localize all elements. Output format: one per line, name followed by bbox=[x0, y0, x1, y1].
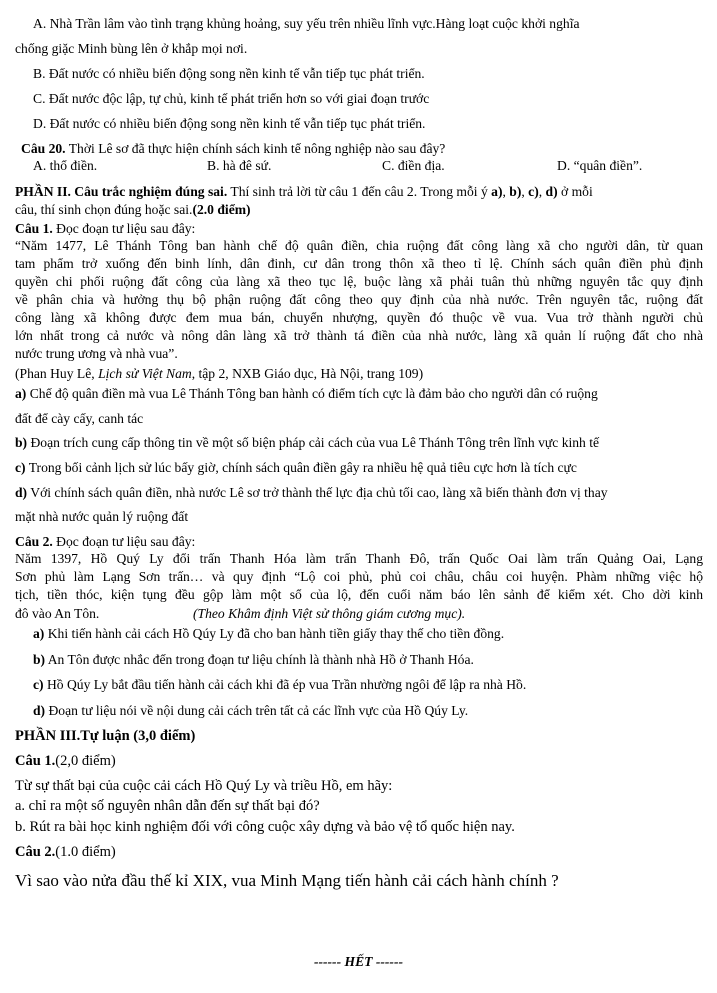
p2-q1-passage-line: tam phẩm trở xuống đến binh lính, dân đinh, cư dân trong thôn xã theo tỉ lệ. Chính sách quân điền phủ định bbox=[15, 256, 703, 271]
p2-q2-item-a bbox=[33, 625, 504, 643]
p2-q2-item-c bbox=[33, 676, 526, 694]
item-text: Với chính sách quân điền, nhà nước Lê sơ trở thành thế lực địa chủ tối cao, làng xã biến thành đơn vị thay bbox=[27, 485, 608, 500]
p2-q1-passage-line: về phân chia và hưởng thụ bộ phận ruộng đất công theo quy định của nhà nước. Trên nguyên tắc, ruộng đất bbox=[15, 292, 703, 307]
p2-q1-item-d-cont: mặt nhà nước quản lý ruộng đất bbox=[15, 509, 189, 524]
item-text: Đoạn trích cung cấp thông tin về một số biện pháp cải cách của vua Lê Thánh Tông trên lĩnh vực kinh tế bbox=[27, 435, 600, 450]
q20-option-a: A. thổ điền. bbox=[33, 158, 98, 173]
part2-heading: PHẦN II. Câu trắc nghiệm đúng sai. bbox=[15, 184, 228, 199]
p3-q2-points: (1.0 điểm) bbox=[55, 844, 116, 860]
p2-q2-passage-line: tịch, tiền thóc, kiện tụng đều gộp làm một sổ của lộ, đến cuối năm báo lên sảnh để kiểm xét. Cho dời kinh bbox=[15, 587, 703, 602]
p2-q2-label: Câu 2. bbox=[15, 534, 53, 549]
p2-q1-source bbox=[15, 365, 423, 383]
p2-q1-passage-line: “Năm 1477, Lê Thánh Tông ban hành chế độ quân điền, chia ruộng đất công làng xã cho người dân, từ quan bbox=[15, 238, 703, 253]
q19-option-c: C. Đất nước độc lập, tự chủ, kinh tế phát triển hơn so với giai đoạn trước bbox=[33, 91, 430, 106]
item-text: An Tôn được nhắc đến trong đoạn tư liệu chính là thành nhà Hồ ở Thanh Hóa. bbox=[45, 652, 474, 667]
part2-instruction-line2: câu, thí sinh chọn đúng hoặc sai. bbox=[15, 202, 193, 217]
p2-q2-prompt: Đọc đoạn tư liệu sau đây: bbox=[52, 534, 196, 549]
part3-heading: PHẦN III.Tự luận (3,0 điểm) bbox=[15, 728, 196, 744]
part2-instruction: Thí sinh trả lời từ câu 1 đến câu 2. Trong mỗi ý bbox=[227, 184, 492, 199]
item-mark: d) bbox=[33, 703, 46, 718]
p3-q2-text: Vì sao vào nửa đầu thế kỉ XIX, vua Minh Mạng tiến hành cải cách hành chính ? bbox=[15, 871, 559, 890]
p2-q2-heading bbox=[15, 533, 195, 551]
item-text: Đoạn tư liệu nói về nội dung cải cách trên tất cả các lĩnh vực của Hồ Qúy Ly. bbox=[45, 703, 469, 718]
q20-text: Thời Lê sơ đã thực hiện chính sách kinh tế nông nghiệp nào sau đây? bbox=[65, 141, 446, 156]
p2-q2-source: (Theo Khâm định Việt sử thông giám cương mục). bbox=[193, 606, 466, 621]
p3-q1-heading bbox=[15, 752, 116, 770]
p2-q1-item-d bbox=[15, 484, 608, 502]
item-mark: b) bbox=[33, 652, 46, 667]
p2-q2-passage-line: Năm 1397, Hồ Quý Ly đổi trấn Thanh Hóa làm trấn Thanh Đô, trấn Quốc Oai làm trấn Quảng Oai, Lạng bbox=[15, 551, 703, 566]
p2-q1-label: Câu 1. bbox=[15, 221, 53, 236]
mark-c: c) bbox=[528, 184, 539, 199]
p2-q2-item-d bbox=[33, 702, 468, 720]
p2-q1-prompt: Đọc đoạn tư liệu sau đây: bbox=[52, 221, 196, 236]
q20-option-d: D. “quân điền”. bbox=[557, 158, 643, 173]
p2-q1-heading bbox=[15, 220, 195, 238]
separator: , bbox=[502, 184, 510, 199]
p2-q2-item-b bbox=[33, 651, 474, 669]
q19-option-d: D. Đất nước có nhiều biến động song nền kinh tế vẫn tiếp tục phát triển. bbox=[33, 116, 426, 131]
part2-header-line2 bbox=[15, 201, 251, 219]
source-prefix: (Phan Huy Lê, bbox=[15, 366, 99, 381]
q19-option-a: A. Nhà Trần lâm vào tình trạng khủng hoảng, suy yếu trên nhiều lĩnh vực.Hàng loạt cuộc khởi nghĩa bbox=[33, 16, 580, 31]
separator: , bbox=[521, 184, 529, 199]
mark-a: a) bbox=[491, 184, 503, 199]
q19-option-a-cont: chống giặc Minh bùng lên ở khắp mọi nơi. bbox=[15, 41, 248, 56]
item-mark: a) bbox=[33, 626, 45, 641]
p3-q2-heading bbox=[15, 843, 116, 861]
item-mark: c) bbox=[33, 677, 44, 692]
p3-q1-b: b. Rút ra bài học kinh nghiệm đối với công cuộc xây dựng và bảo vệ tổ quốc hiện nay. bbox=[15, 819, 515, 835]
p3-q1-points: (2,0 điểm) bbox=[55, 753, 116, 769]
q20-option-b: B. hà đê sứ. bbox=[207, 158, 272, 173]
item-mark: a) bbox=[15, 386, 27, 401]
p2-q2-passage-last: đô vào An Tôn. bbox=[15, 606, 100, 621]
p3-q1-label: Câu 1. bbox=[15, 753, 56, 769]
part2-header bbox=[15, 183, 593, 201]
p2-q1-passage-line: công làng xã không được đem mua bán, chuyển nhượng, quyền đó thuộc về vua. Vua trở thành người chủ bbox=[15, 310, 703, 325]
mark-d: d) bbox=[545, 184, 558, 199]
p2-q2-passage-line: Sơn phủ làm Lạng Sơn trấn… và quy định “Lộ coi phủ, phủ coi châu, châu coi huyện. Phàm những việc hộ bbox=[15, 569, 703, 584]
q20-question bbox=[21, 140, 445, 158]
p3-q2-label: Câu 2. bbox=[15, 844, 56, 860]
q20-option-c: C. điền địa. bbox=[382, 158, 445, 173]
item-mark: d) bbox=[15, 485, 28, 500]
item-mark: b) bbox=[15, 435, 28, 450]
item-text: Chế độ quân điền mà vua Lê Thánh Tông ban hành có điểm tích cực là đảm bảo cho người dân có ruộng bbox=[26, 386, 598, 401]
q20-label: Câu 20. bbox=[21, 141, 66, 156]
p2-q1-passage-line: nước trung ương và nhà vua”. bbox=[15, 346, 178, 361]
source-suffix: , tập 2, NXB Giáo dục, Hà Nội, trang 109) bbox=[191, 366, 424, 381]
p3-q1-a: a. chỉ ra một số nguyên nhân dẫn đến sự thất bại đó? bbox=[15, 798, 320, 814]
item-text: Khi tiến hành cải cách Hồ Qúy Ly đã cho ban hành tiền giấy thay thế cho tiền đồng. bbox=[44, 626, 505, 641]
item-text: Hồ Qúy Ly bắt đầu tiến hành cải cách khi đã ép vua Trần nhường ngôi để lập ra nhà Hồ. bbox=[43, 677, 527, 692]
p3-q1-text: Từ sự thất bại của cuộc cải cách Hồ Quý Ly và triều Hồ, em hãy: bbox=[15, 778, 393, 794]
p2-q1-passage-line: lớn nhất trong cả nước và nông dân làng xã trở thành tá điền của nhà nước, làng xã quản lí ruộng đất cho nhà bbox=[15, 328, 703, 343]
p2-q1-item-a bbox=[15, 385, 598, 403]
p2-q1-passage-line: quyền chi phối ruộng đất công của làng xã theo tục lệ, buộc làng xã phải tuân thủ những nguyên tắc quy định bbox=[15, 274, 703, 289]
q19-option-b: B. Đất nước có nhiều biến động song nền kinh tế vẫn tiếp tục phát triển. bbox=[33, 66, 425, 81]
end-marker: ------ HẾT ------ bbox=[313, 954, 404, 969]
item-mark: c) bbox=[15, 460, 26, 475]
separator: , bbox=[538, 184, 546, 199]
p2-q1-item-c bbox=[15, 459, 577, 477]
part2-instruction-end: ở mỗi bbox=[557, 184, 593, 199]
source-title: Lịch sử Việt Nam bbox=[98, 366, 192, 381]
part2-points: (2.0 điểm) bbox=[192, 202, 251, 217]
p2-q1-item-b bbox=[15, 434, 599, 452]
item-text: Trong bối cảnh lịch sử lúc bấy giờ, chính sách quân điền gây ra nhiều hệ quả tiêu cực hơn là tích cực bbox=[25, 460, 577, 475]
p2-q1-item-a-cont: đất để cày cấy, canh tác bbox=[15, 411, 144, 426]
mark-b: b) bbox=[509, 184, 522, 199]
